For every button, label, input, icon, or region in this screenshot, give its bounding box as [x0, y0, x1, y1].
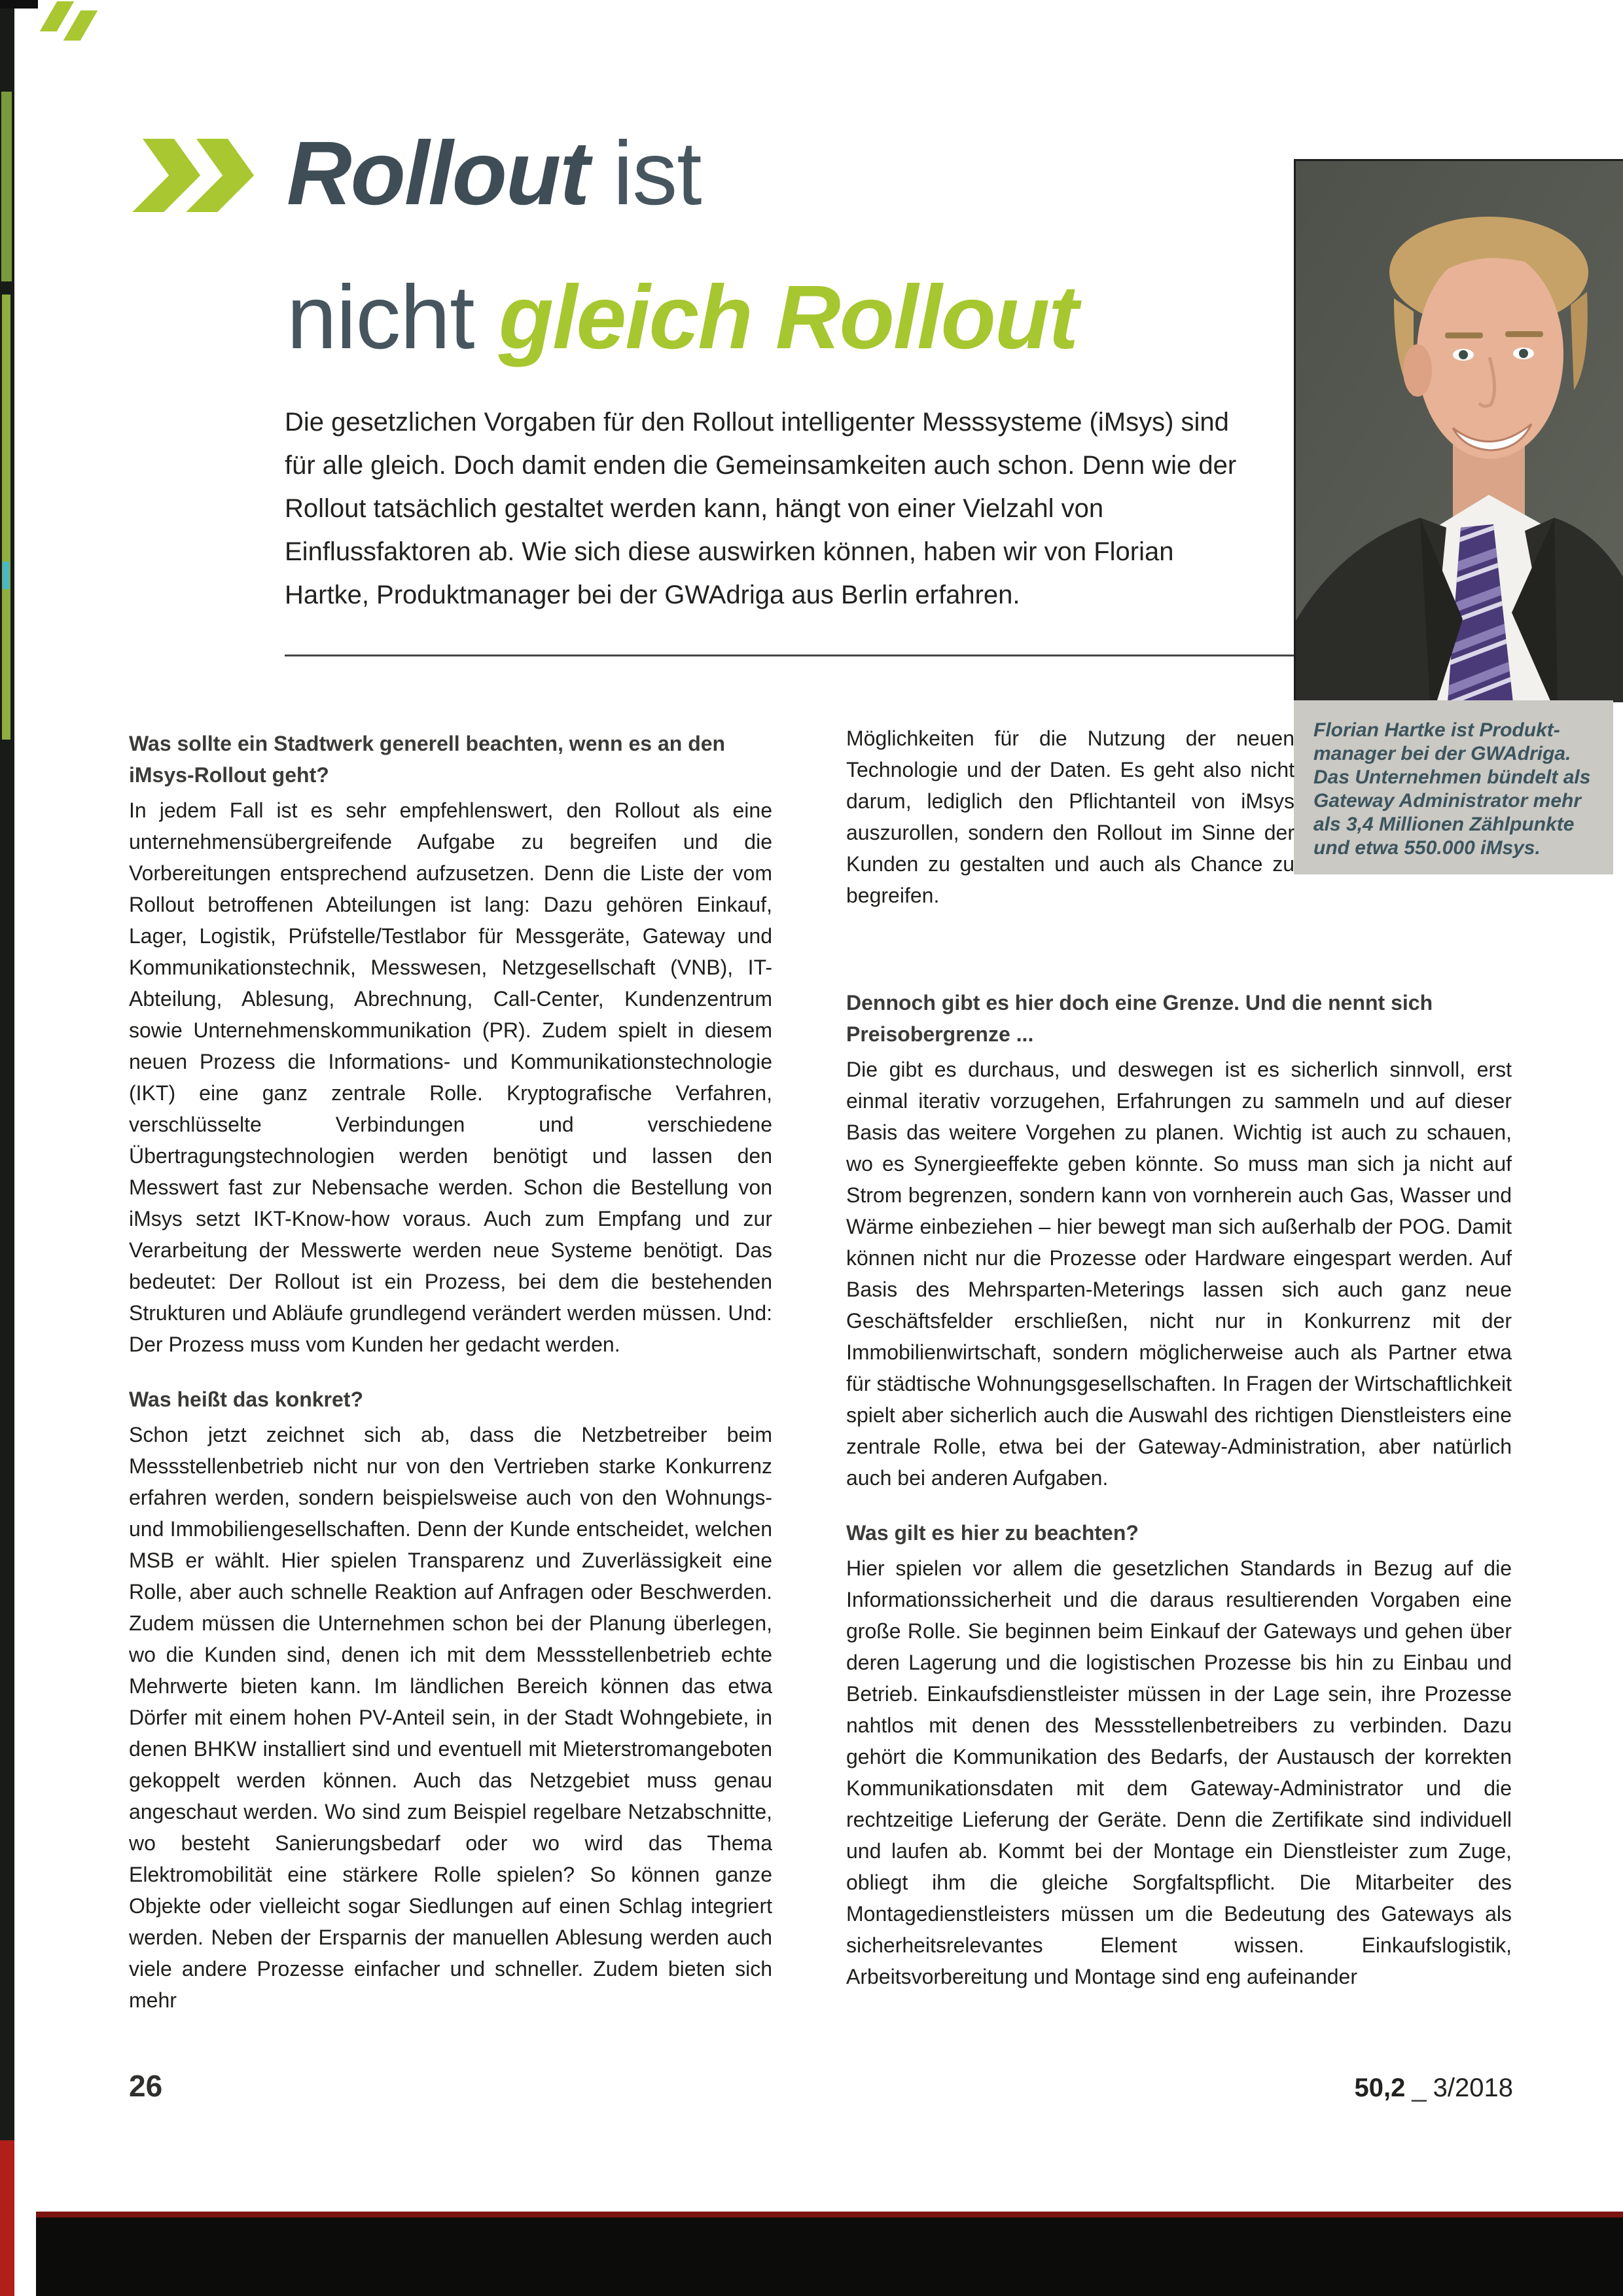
face [1417, 249, 1563, 459]
scan-edge-teal-mark [3, 562, 9, 589]
issue-volume: 50,2 [1354, 2073, 1406, 2102]
ear [1403, 344, 1432, 397]
answer-paragraph-3: Die gibt es durchaus, und deswegen ist es sicherlich sinnvoll, erst einmal iterativ vorzugehen, Erfahrungen zu sammeln und auf dieser Basis das weitere Vorgehen zu planen. Wichtig ist auch zu schauen, wo es Synergieeffekte geben könnte. So muss man sich ja nicht auf Strom begrenzen, sondern kann von vornherein auch Gas, Wasser und Wärme einbeziehen – hier bewegt man sich außerhalb der POG. Damit können nicht nur die Prozesse oder Hardware eingespart werden. Auf Basis des Mehrsparten-Meterings lassen sich auch ganz neue Geschäftsfelder erschließen, nicht nur in Konkurrenz mit der Immobilienwirtschaft, sondern möglicherweise auch als Partner etwa für städtische Wohnungsgesellschaften. In Fragen der Wirtschaftlichkeit spielt aber sicherlich auch die Auswahl des richtigen Dienstleisters eine zentrale Rolle, etwa bei der Gateway-Administration, aber natürlich auch bei anderen Aufgaben. [846, 1058, 1512, 1490]
title-words-gleich-rollout: gleich Rollout [498, 267, 1078, 368]
scan-edge-red-strip [0, 2140, 14, 2296]
caption-line: Das Unternehmen bündelt als [1313, 766, 1591, 788]
eye [1519, 349, 1528, 358]
caption-line: manager bei der GWAdriga. [1313, 743, 1571, 764]
issue-number: 3/2018 [1433, 2073, 1513, 2102]
intro-divider-rule [285, 655, 1294, 656]
caption-line: Florian Hartke ist Produkt- [1313, 719, 1560, 741]
question-heading-4: Was gilt es hier zu beachten? [846, 1521, 1139, 1545]
scan-bottom-red-line [36, 2212, 1623, 2217]
scan-edge-top-streak [0, 0, 38, 9]
eyebrow [1505, 331, 1543, 337]
portrait-photo [1294, 159, 1623, 702]
scan-edge-green-strip [1, 92, 12, 281]
photo-text-wrap-spacer [1294, 723, 1512, 987]
eyebrow [1445, 332, 1483, 338]
answer-paragraph-1: In jedem Fall ist es sehr empfehlenswert, den Rollout als eine unternehmensübergreifende Aufgabe zu begreifen und die Vorbereitungen entsprechend aufzusetzen. Denn die Liste der vom Rollout betroffenen Abteilungen ist lang: Dazu gehören Einkauf, Lager, Logistik, Prüfstelle/Testlabor für Messgeräte, Gateway und Kommunikationstechnik, Messwesen, Netzgesellschaft (VNB), IT-Abteilung, Ablesung, Abrechnung, Call-Center, Kundenzentrum sowie Unternehmenskommunikation (PR). Zudem spielt in diesem neuen Prozess die Informations- und Kommunikationstechnologie (IKT) eine ganz zentrale Rolle. Kryptografische Verfahren, verschlüsselte Verbindungen und verschiedene Übertragungstechnologien werden benötigt und lassen den Messwert fast zur Nebensache werden. Schon die Bestellung von iMsys setzt IKT-Know-how voraus. Auch zum Empfang und zur Verarbeitung der Messwerte werden neue Systeme benötigt. Das bedeutet: Der Rollout ist ein Prozess, bei dem die bestehenden Strukturen und Abläufe grundlegend verändert werden müssen. Und: Der Prozess muss vom Kunden her gedacht werden. [129, 798, 772, 1356]
title-word-rollout: Rollout [287, 123, 589, 224]
question-heading-3: Dennoch gibt es hier doch eine Grenze. Und die nennt sich Preisobergrenze ... [846, 991, 1433, 1046]
article-title-line1 [287, 123, 702, 224]
answer-paragraph-2: Schon jetzt zeichnet sich ab, dass die Netzbetreiber beim Messstellenbetrieb nicht nur von den Vertrieben starke Konkurrenz erfahren werden, sondern beispielsweise auch von den Wohnungs- und Immobiliengesellschaften. Denn der Kunde entscheidet, welchen MSB er wählt. Hier spielen Transparenz und Zuverlässigkeit eine Rolle, aber auch schnelle Reaktion auf Anfragen oder Beschwerden. Zudem müssen die Unternehmen schon bei der Planung überlegen, wo die Kunden sind, denen ich mit dem Messstellenbetrieb echte Mehrwerte bieten kann. Im ländlichen Bereich können das etwa Dörfer mit einem hohen PV-Anteil sein, in der Stadt Wohngebiete, in denen BHKW installiert sind und eventuell mit Mieterstromangeboten gekoppelt werden können. Auch das Netzgebiet muss genau angeschaut werden. Wo sind zum Beispiel regelbare Netzabschnitte, wo besteht Sanierungsbedarf oder wo wird das Thema Elektromobilität eine stärkere Rolle spielen? So können ganze Objekte oder vielleicht sogar Siedlungen auf einen Schlag integriert werden. Neben der Ersparnis der manuellen Ablesung werden auch viele andere Prozesse einfacher und schneller. Zudem bieten sich mehr [129, 1423, 772, 2012]
title-word-ist: ist [588, 123, 702, 224]
scan-bottom-black-bar [36, 2217, 1623, 2296]
column-right [846, 723, 1512, 1992]
caption-line: Gateway Administrator mehr [1313, 790, 1581, 812]
column-left [129, 728, 772, 2016]
corner-green-slash [63, 10, 98, 41]
page-number: 26 [129, 2069, 163, 2103]
question-heading-1: Was sollte ein Stadtwerk generell beachten, wenn es an den iMsys-Rollout geht? [129, 732, 726, 787]
caption-line: als 3,4 Millionen Zählpunkte [1313, 814, 1575, 835]
article-intro: Die gesetzlichen Vorgaben für den Rollout intelligenter Messsysteme (iMsys) sind für alle gleich. Doch damit enden die Gemeinsamkeiten auch schon. Denn wie der Rollout tatsächlich gestaltet werden kann, hängt von einer Vielzahl von Einflussfaktoren ab. Wie sich diese auswirken können, haben wir von Florian Hartke, Produktmanager bei der GWAdriga aus Berlin erfahren. [285, 408, 1237, 609]
answer-paragraph-4: Hier spielen vor allem die gesetzlichen Standards in Bezug auf die Informationssicherheit und die daraus resultierenden Vorgaben eine große Rolle. Sie beginnen beim Einkauf der Gateways und gehen über deren Lagerung und die logistischen Prozesse bis hin zu Einbau und Betrieb. Einkaufsdienstleister müssen in der Lage sein, ihre Prozesse nahtlos mit denen des Messstellenbetreibers zu verbinden. Dazu gehört die Kommunikation des Bedarfs, der Austausch der korrekten Kommunikationsdaten mit dem Gateway-Administrator und die rechtzeitige Lieferung der Geräte. Denn die Zertifikate sind individuell und laufen ab. Kommt bei der Montage ein Dienstleister zum Zuge, obliegt ihm die gleiche Sorgfaltspflicht. Die Mitarbeiter des Montagedienstleisters müssen um die Bedeutung des Gateways als sicherheitsrelevantes Element wissen. Einkaufslogistik, Arbeitsvorbereitung und Montage sind eng aufeinander [846, 1556, 1512, 1988]
answer-paragraph-continued: Möglichkeiten für die Nutzung der neuen Technologie und der Daten. Es geht also nicht darum, lediglich den Pflichtanteil von iMsys auszurollen, sondern den Rollout im Sinne der Kunden zu gestalten und auch als Chance zu begreifen. [846, 726, 1294, 907]
scan-edge-green-strip [2, 295, 10, 740]
issue-info [1178, 2073, 1513, 2103]
title-word-nicht: nicht [287, 267, 499, 368]
portrait-illustration [1296, 161, 1623, 702]
question-heading-2: Was heißt das konkret? [129, 1388, 363, 1411]
double-chevron-icon [128, 139, 272, 212]
article-title-line2 [287, 267, 1078, 368]
corner-green-slash [40, 1, 75, 31]
eye [1459, 350, 1468, 359]
caption-line: und etwa 550.000 iMsys. [1313, 837, 1541, 859]
issue-separator: _ [1412, 2073, 1427, 2102]
